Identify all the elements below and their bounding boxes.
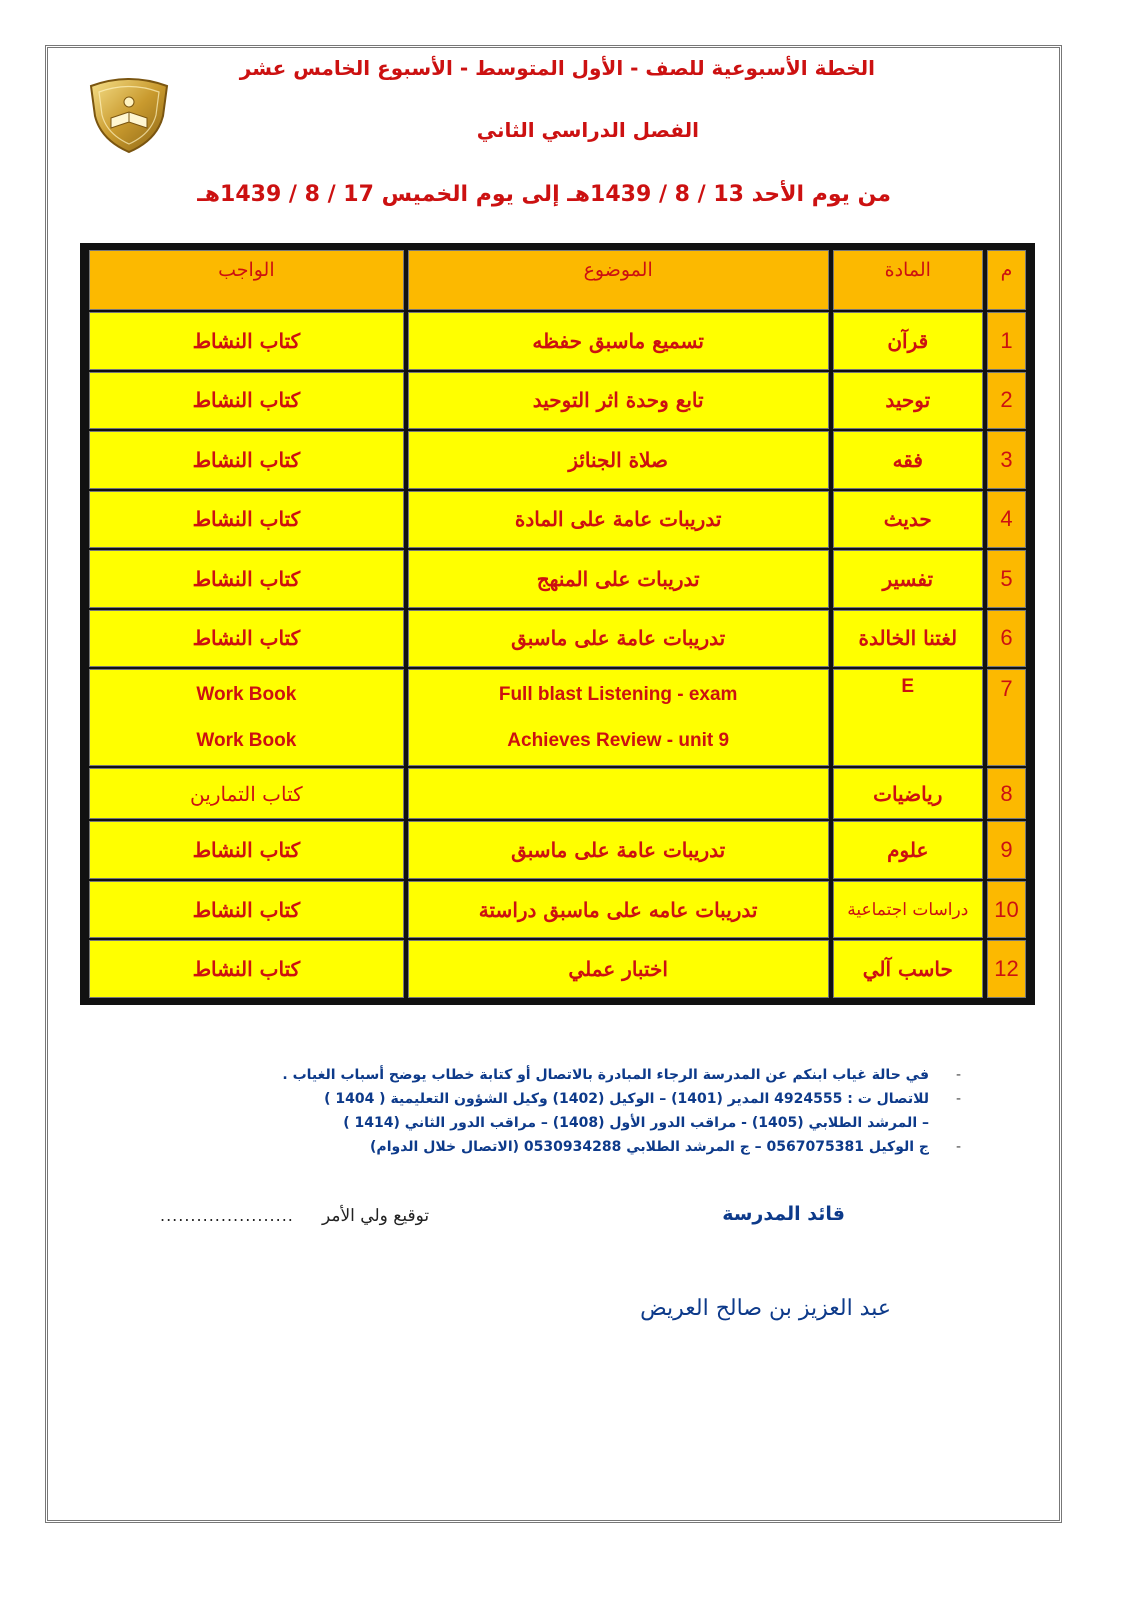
topic-cell bbox=[408, 768, 829, 819]
homework-line: Work Book bbox=[196, 729, 297, 751]
subject-cell: لغتنا الخالدة bbox=[833, 610, 983, 668]
table-row bbox=[89, 372, 1026, 430]
topic-line: Achieves Review - unit 9 bbox=[507, 729, 730, 751]
bullet-dash: - bbox=[955, 1067, 961, 1083]
row-number: 3 bbox=[987, 431, 1026, 489]
subject-cell: دراسات اجتماعية bbox=[833, 881, 983, 939]
school-logo-icon bbox=[83, 72, 175, 154]
subject-cell: فقه bbox=[833, 431, 983, 489]
homework-cell: كتاب النشاط bbox=[89, 550, 404, 608]
row-number: 8 bbox=[987, 768, 1026, 819]
topic-cell: تدريبات عامة على ماسبق bbox=[408, 821, 829, 879]
topic-cell: تدريبات عامة على ماسبق bbox=[408, 610, 829, 668]
row-number: 5 bbox=[987, 550, 1026, 608]
note-text: – المرشد الطلابي (1405) - مراقب الدور الأول (1408) – مراقب الدور الثاني (1414 ) bbox=[343, 1115, 929, 1131]
note-item bbox=[141, 1087, 961, 1111]
row-number: 6 bbox=[987, 610, 1026, 668]
homework-line: Work Book bbox=[196, 683, 297, 705]
table-row bbox=[89, 881, 1026, 939]
subject-cell: علوم bbox=[833, 821, 983, 879]
table-row bbox=[89, 940, 1026, 998]
homework-cell: كتاب النشاط bbox=[89, 821, 404, 879]
homework-cell: كتاب التمارين bbox=[89, 768, 404, 819]
header-subject: المادة bbox=[833, 250, 983, 310]
note-item bbox=[141, 1111, 961, 1135]
note-text: ج الوكيل 0567075381 – ج المرشد الطلابي 0530934288 (الاتصال خلال الدوام) bbox=[370, 1139, 929, 1155]
homework-cell: كتاب النشاط bbox=[89, 491, 404, 549]
homework-cell: كتاب النشاط bbox=[89, 940, 404, 998]
row-number: 9 bbox=[987, 821, 1026, 879]
bullet-dash: - bbox=[955, 1139, 961, 1155]
topic-cell: تدريبات عامه على ماسبق دراستة bbox=[408, 881, 829, 939]
row-number: 2 bbox=[987, 372, 1026, 430]
row-number: 1 bbox=[987, 312, 1026, 370]
row-number: 7 bbox=[987, 669, 1026, 766]
table-row bbox=[89, 550, 1026, 608]
subject-cell: تفسير bbox=[833, 550, 983, 608]
subject-cell: رياضيات bbox=[833, 768, 983, 819]
weekly-plan-table bbox=[80, 243, 1035, 1005]
subject-cell: حاسب آلي bbox=[833, 940, 983, 998]
row-number: 4 bbox=[987, 491, 1026, 549]
header-num: م bbox=[987, 250, 1026, 310]
topic-cell: تدريبات على المنهج bbox=[408, 550, 829, 608]
contact-notes bbox=[141, 1063, 961, 1159]
school-leader-title: قائد المدرسة bbox=[722, 1203, 845, 1225]
guardian-signature-line: ...................... bbox=[160, 1206, 294, 1225]
bullet-dash: - bbox=[955, 1091, 961, 1107]
note-text: للاتصال ت : 4924555 المدير (1401) – الوكيل (1402) وكيل الشؤون التعليمية ( 1404 ) bbox=[324, 1091, 929, 1107]
table-row bbox=[89, 610, 1026, 668]
semester-title: الفصل الدراسي الثاني bbox=[476, 118, 699, 142]
table-row bbox=[89, 768, 1026, 819]
school-leader-name: عبد العزيز بن صالح العريض bbox=[640, 1296, 891, 1321]
topic-cell: اختبار عملي bbox=[408, 940, 829, 998]
homework-cell: كتاب النشاط bbox=[89, 881, 404, 939]
topic-line: Full blast Listening - exam bbox=[498, 683, 738, 705]
table-row bbox=[89, 669, 1026, 766]
table-header-row bbox=[89, 250, 1026, 310]
guardian-signature-label: توقيع ولي الأمر bbox=[322, 1206, 430, 1226]
subject-cell: حديث bbox=[833, 491, 983, 549]
topic-cell: تابع وحدة اثر التوحيد bbox=[408, 372, 829, 430]
homework-cell bbox=[89, 669, 404, 766]
topic-cell: تسميع ماسبق حفظه bbox=[408, 312, 829, 370]
subject-cell: E bbox=[833, 669, 983, 766]
note-text: في حالة غياب ابنكم عن المدرسة الرجاء المبادرة بالاتصال أو كتابة خطاب يوضح أسباب الغياب . bbox=[282, 1067, 929, 1083]
header-topic: الموضوع bbox=[408, 250, 829, 310]
table-row bbox=[89, 312, 1026, 370]
subject-cell: قرآن bbox=[833, 312, 983, 370]
table-row bbox=[89, 821, 1026, 879]
homework-cell: كتاب النشاط bbox=[89, 610, 404, 668]
topic-cell: صلاة الجنائز bbox=[408, 431, 829, 489]
row-number: 10 bbox=[987, 881, 1026, 939]
homework-cell: كتاب النشاط bbox=[89, 431, 404, 489]
note-item bbox=[141, 1135, 961, 1159]
topic-cell bbox=[408, 669, 829, 766]
date-range: من يوم الأحد 13 / 8 / 1439هـ إلى يوم الخميس 17 / 8 / 1439هـ bbox=[197, 182, 891, 207]
plan-title: الخطة الأسبوعية للصف - الأول المتوسط - الأسبوع الخامس عشر bbox=[239, 56, 875, 80]
table-row bbox=[89, 491, 1026, 549]
table-row bbox=[89, 431, 1026, 489]
homework-cell: كتاب النشاط bbox=[89, 312, 404, 370]
header-homework: الواجب bbox=[89, 250, 404, 310]
subject-cell: توحيد bbox=[833, 372, 983, 430]
note-item bbox=[141, 1063, 961, 1087]
row-number: 12 bbox=[987, 940, 1026, 998]
topic-cell: تدريبات عامة على المادة bbox=[408, 491, 829, 549]
homework-cell: كتاب النشاط bbox=[89, 372, 404, 430]
